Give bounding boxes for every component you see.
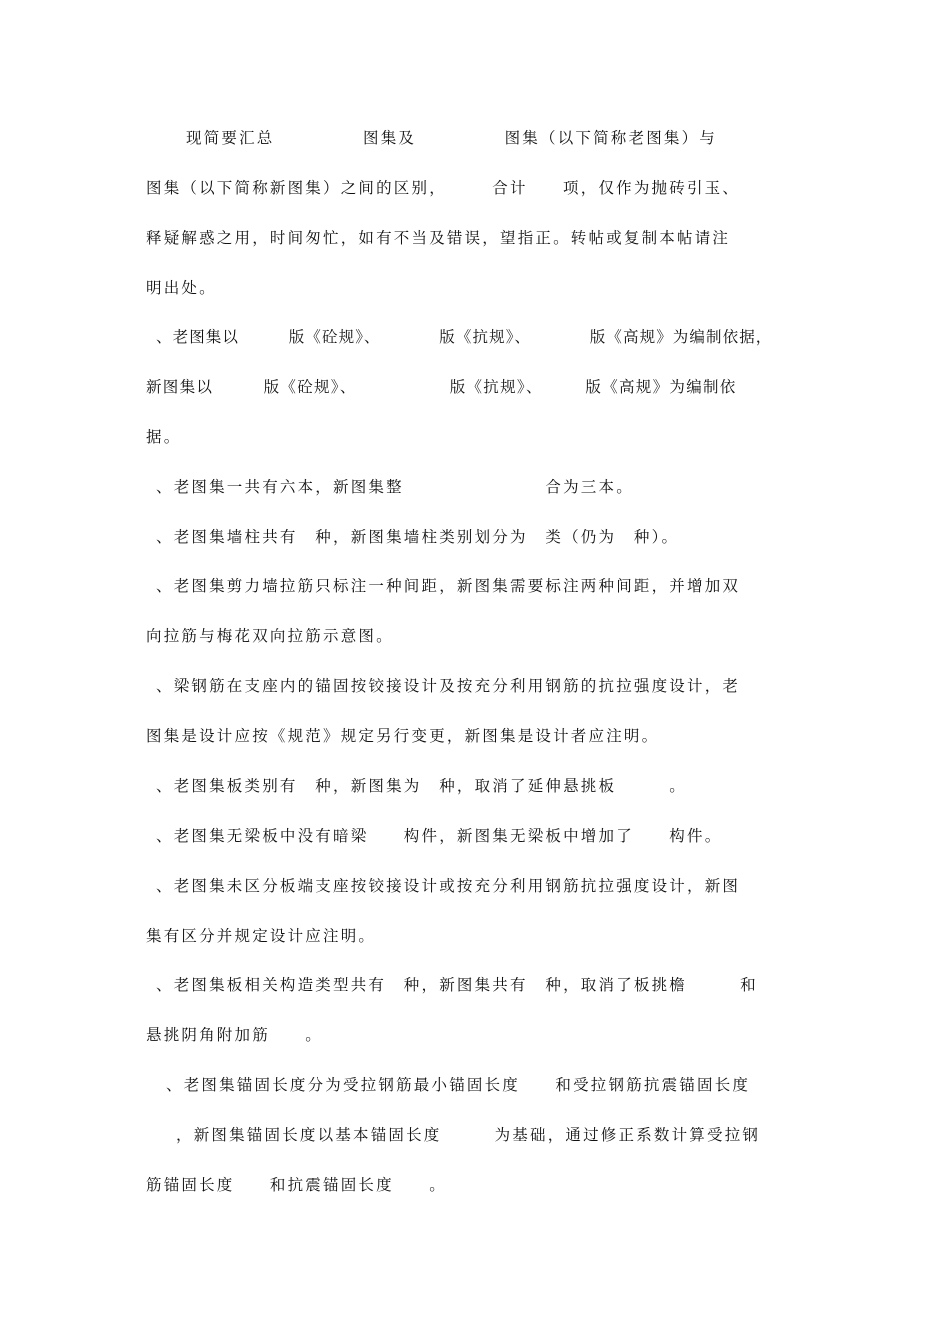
text-line: 、老图集无梁板中没有暗梁 构件，新图集无梁板中增加了 构件。 [156, 827, 723, 845]
text-line: 向拉筋与梅花双向拉筋示意图。 [146, 627, 394, 645]
text-line: 释疑解惑之用，时间匆忙，如有不当及错误，望指正。转帖或复制本帖请注 [146, 229, 731, 247]
text-line: 、老图集墙柱共有 种，新图集墙柱类别划分为 类（仍为 种）。 [156, 528, 680, 546]
text-line: 集有区分并规定设计应注明。 [146, 927, 377, 945]
text-line: 、梁钢筋在支座内的锚固按铰接设计及按充分利用钢筋的抗拉强度设计，老 [156, 677, 741, 695]
text-line: 、老图集以 版《砼规》、 版《抗规》、 版《高规》为编制依据， [156, 328, 773, 346]
text-line: ，新图集锚固长度以基本锚固长度 为基础，通过修正系数计算受拉钢 [176, 1126, 761, 1144]
text-line: 筋锚固长度 和抗震锚固长度 。 [146, 1176, 447, 1194]
text-line: 图集是设计应按《规范》规定另行变更，新图集是设计者应注明。 [146, 727, 660, 745]
text-line: 、老图集剪力墙拉筋只标注一种间距，新图集需要标注两种间距，并增加双 [156, 577, 741, 595]
text-line: 悬挑阴角附加筋 。 [146, 1026, 324, 1044]
text-line: 现简要汇总 图集及 图集（以下简称老图集）与 [186, 129, 718, 147]
text-line: 、老图集一共有六本，新图集整 合为三本。 [156, 478, 634, 496]
text-line: 明出处。 [146, 279, 217, 297]
text-line: 、老图集锚固长度分为受拉钢筋最小锚固长度 和受拉钢筋抗震锚固长度 [166, 1076, 751, 1094]
text-line: 、老图集板相关构造类型共有 种，新图集共有 种，取消了板挑檐 和 [156, 976, 758, 994]
text-line: 图集（以下简称新图集）之间的区别， 合计 项，仅作为抛砖引玉、 [146, 179, 741, 197]
text-line: 据。 [146, 428, 182, 446]
text-line: 、老图集未区分板端支座按铰接设计或按充分利用钢筋抗拉强度设计，新图 [156, 877, 741, 895]
text-line: 、老图集板类别有 种，新图集为 种，取消了延伸悬挑板 。 [156, 777, 688, 795]
text-line: 新图集以 版《砼规》、 版《抗规》、 版《高规》为编制依 [146, 378, 737, 396]
